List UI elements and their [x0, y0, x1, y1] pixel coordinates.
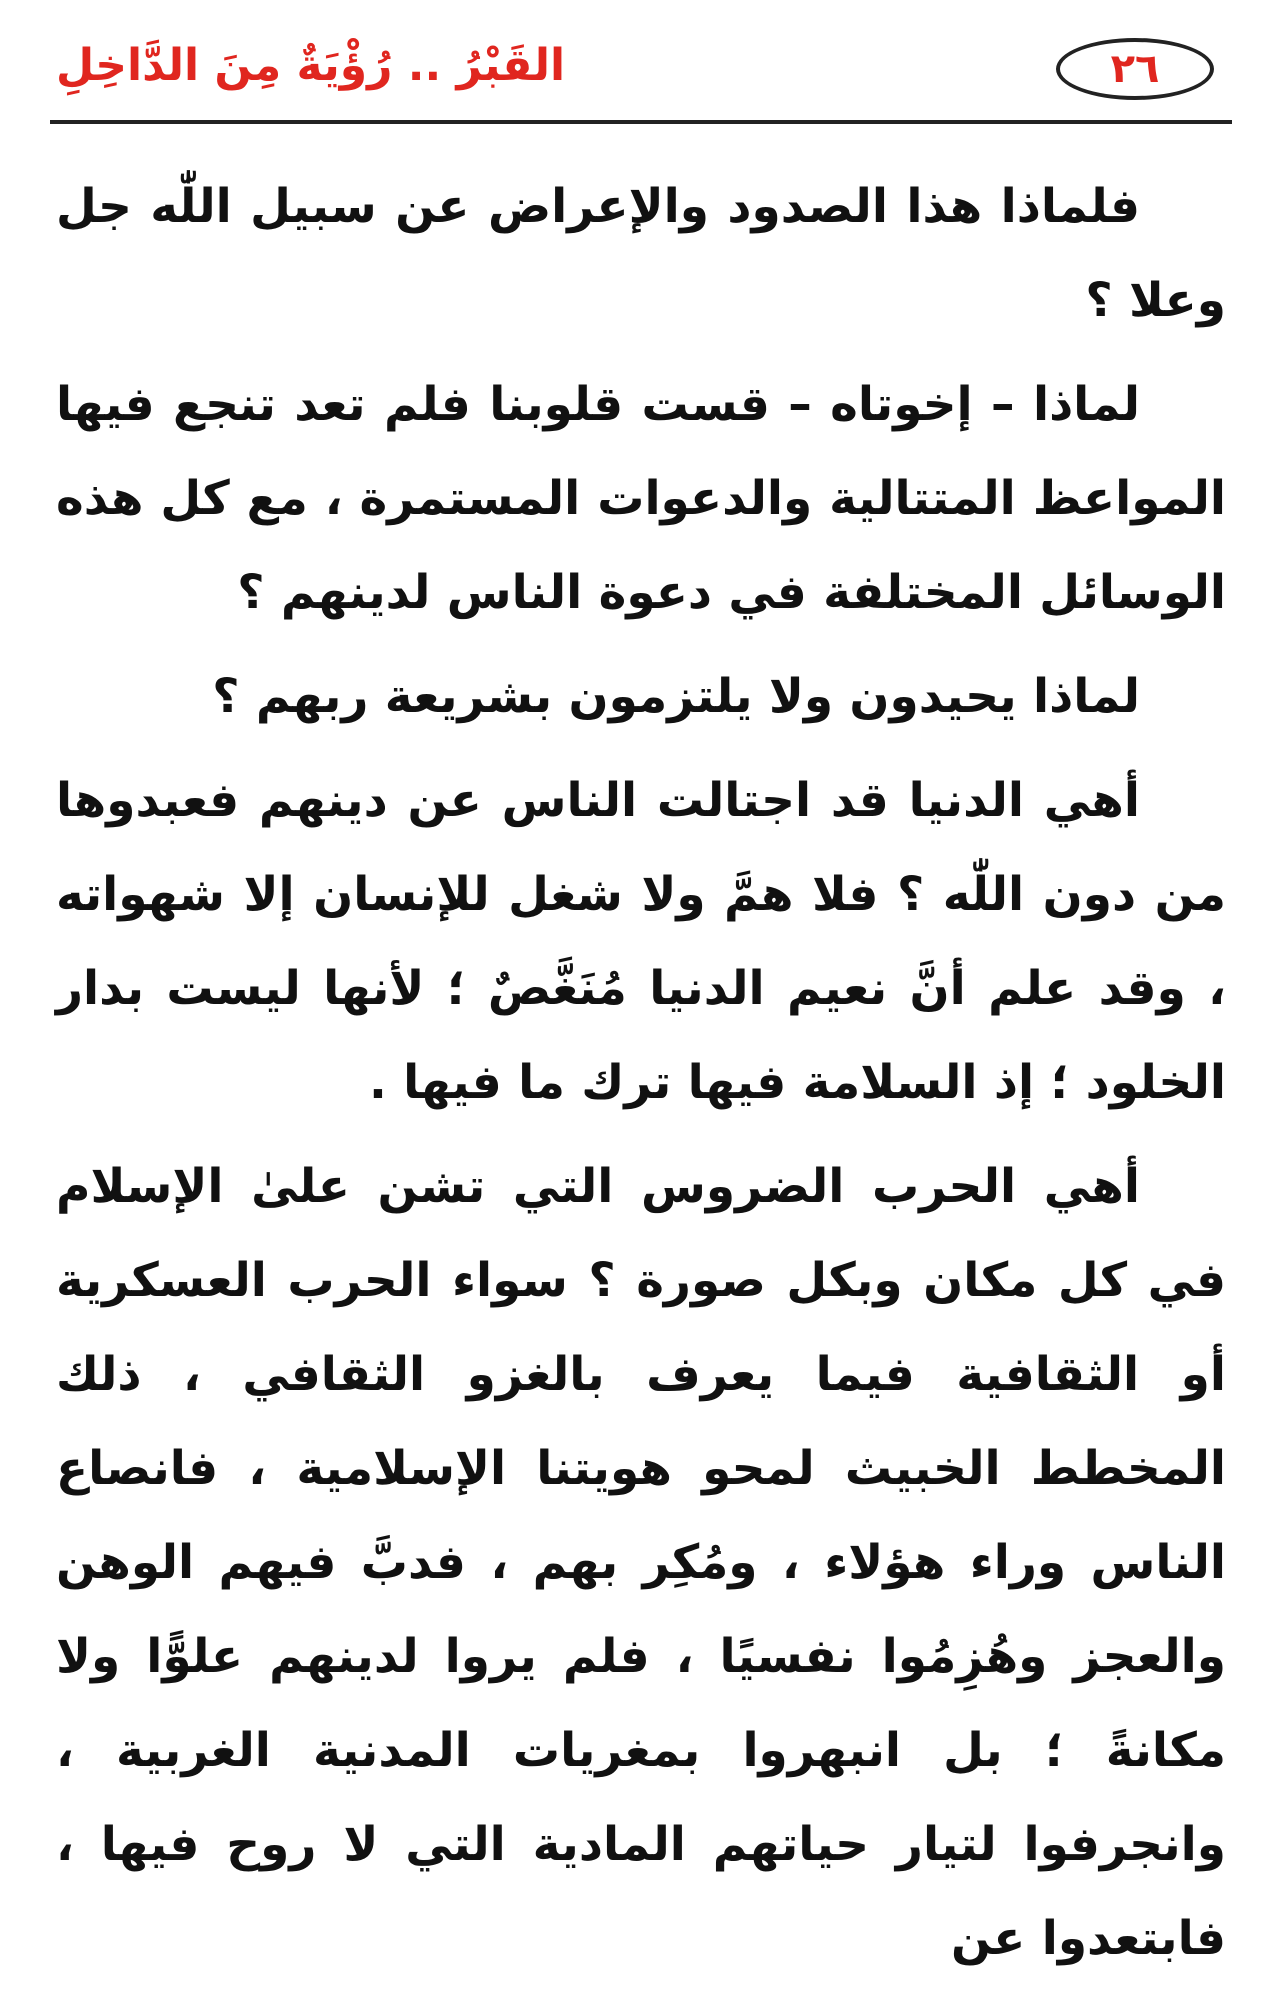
header-rule	[50, 120, 1232, 124]
paragraph: لماذا – إخوتاه – قست قلوبنا فلم تعد تنجع فيها المواعظ المتتالية والدعوات المستمرة ، مع كل هذه الوسائل المختلفة في دعوة الناس لدينهم ؟	[56, 377, 1226, 620]
paragraph: لماذا يحيدون ولا يلتزمون بشريعة ربهم ؟	[212, 669, 1140, 724]
paragraph: أهي الحرب الضروس التي تشن علىٰ الإسلام في كل مكان وبكل صورة ؟ سواء الحرب العسكرية أو الثقافية فيما يعرف بالغزو الثقافي ، ذلك المخطط الخبيث لمحو هويتنا الإسلامية ، فانصاع الناس وراء هؤلاء ، ومُكِر بهم ، فدبَّ فيهم الوهن والعجز وهُزِمُوا نفسيًا ، فلم يروا لدينهم علوًّا ولا مكانةً ؛ بل انبهروا بمغريات المدنية الغربية ، وانجرفوا لتيار حياتهم المادية التي لا روح فيها ، فابتعدوا عن	[56, 1159, 1226, 1966]
page-number: ٢٦	[1056, 38, 1214, 100]
paragraph: أهي الدنيا قد اجتالت الناس عن دينهم فعبدوها من دون اللّٰه ؟ فلا همَّ ولا شغل للإنسان إلا شهواته ، وقد علم أنَّ نعيم الدنيا مُنَغَّصٌ ؛ لأنها ليست بدار الخلود ؛ إذ السلامة فيها ترك ما فيها .	[56, 773, 1226, 1110]
paragraph: فلماذا هذا الصدود والإعراض عن سبيل اللّٰه جل وعلا ؟	[56, 179, 1226, 328]
body-text	[56, 160, 1226, 1996]
page-header	[50, 28, 1232, 124]
running-title: القَبْرُ .. رُؤْيَةٌ مِنَ الدَّاخِلِ	[56, 40, 566, 91]
